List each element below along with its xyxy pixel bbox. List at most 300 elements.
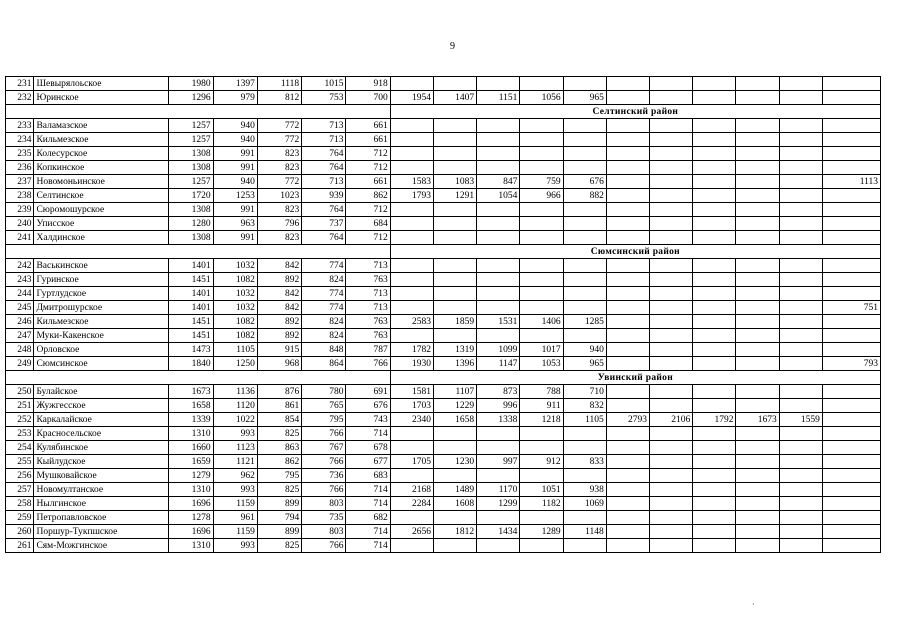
value-cell: 714 [346, 525, 390, 539]
value-cell: 1118 [257, 77, 301, 91]
value-cell: 1812 [433, 525, 476, 539]
value-cell [520, 231, 563, 245]
table-row [6, 385, 881, 399]
value-cell [693, 273, 736, 287]
value-cell [563, 231, 606, 245]
value-cell [693, 189, 736, 203]
value-cell: 774 [302, 259, 346, 273]
value-cell: 1407 [433, 91, 476, 105]
value-cell [822, 287, 880, 301]
value-cell [606, 77, 649, 91]
value-cell [606, 385, 649, 399]
value-cell [736, 441, 779, 455]
settlement-name-cell: Сюмсинское [34, 357, 169, 371]
value-cell [779, 203, 822, 217]
value-cell [736, 399, 779, 413]
value-cell: 1148 [563, 525, 606, 539]
value-cell [390, 539, 433, 553]
value-cell: 764 [302, 161, 346, 175]
value-cell: 1082 [213, 315, 257, 329]
value-cell: 966 [520, 189, 563, 203]
value-cell [390, 161, 433, 175]
value-cell [650, 357, 693, 371]
row-number-cell: 259 [6, 511, 34, 525]
value-cell: 1170 [477, 483, 520, 497]
row-number-cell: 253 [6, 427, 34, 441]
value-cell [779, 301, 822, 315]
value-cell [563, 301, 606, 315]
value-cell: 1720 [169, 189, 213, 203]
value-cell [606, 343, 649, 357]
value-cell [822, 217, 880, 231]
row-number-cell: 249 [6, 357, 34, 371]
value-cell: 712 [346, 161, 390, 175]
value-cell: 1308 [169, 147, 213, 161]
value-cell: 963 [213, 217, 257, 231]
value-cell [563, 273, 606, 287]
value-cell: 1793 [390, 189, 433, 203]
value-cell: 774 [302, 287, 346, 301]
settlement-name-cell: Гуртлудское [34, 287, 169, 301]
value-cell [520, 329, 563, 343]
value-cell [693, 147, 736, 161]
value-cell [606, 133, 649, 147]
value-cell: 825 [257, 539, 301, 553]
settlement-name-cell: Каркалайское [34, 413, 169, 427]
value-cell: 892 [257, 273, 301, 287]
value-cell [779, 119, 822, 133]
table-row [6, 497, 881, 511]
settlement-name-cell: Поршур-Тукпшское [34, 525, 169, 539]
value-cell: 1121 [213, 455, 257, 469]
value-cell: 774 [302, 301, 346, 315]
value-cell: 1280 [169, 217, 213, 231]
value-cell [390, 329, 433, 343]
value-cell: 824 [302, 329, 346, 343]
value-cell: 911 [520, 399, 563, 413]
table-row [6, 119, 881, 133]
value-cell: 1023 [257, 189, 301, 203]
value-cell [736, 273, 779, 287]
value-cell: 1319 [433, 343, 476, 357]
district-spacer-cell [6, 245, 391, 259]
table-row [6, 217, 881, 231]
value-cell: 842 [257, 301, 301, 315]
value-cell [520, 119, 563, 133]
value-cell [822, 385, 880, 399]
value-cell [433, 203, 476, 217]
settlement-name-cell: Халдинское [34, 231, 169, 245]
value-cell: 772 [257, 119, 301, 133]
value-cell: 700 [346, 91, 390, 105]
value-cell: 713 [346, 287, 390, 301]
value-cell: 892 [257, 315, 301, 329]
value-cell [606, 315, 649, 329]
value-cell [650, 511, 693, 525]
value-cell [390, 119, 433, 133]
value-cell: 794 [257, 511, 301, 525]
value-cell [606, 441, 649, 455]
value-cell [477, 511, 520, 525]
value-cell [693, 259, 736, 273]
row-number-cell: 239 [6, 203, 34, 217]
value-cell: 713 [302, 133, 346, 147]
value-cell [693, 217, 736, 231]
value-cell [822, 497, 880, 511]
value-cell [650, 441, 693, 455]
value-cell [606, 525, 649, 539]
value-cell [650, 343, 693, 357]
row-number-cell: 252 [6, 413, 34, 427]
value-cell [390, 217, 433, 231]
value-cell [736, 91, 779, 105]
settlement-name-cell: Жужгесское [34, 399, 169, 413]
value-cell [477, 133, 520, 147]
settlement-name-cell: Мушковайское [34, 469, 169, 483]
value-cell: 1451 [169, 329, 213, 343]
value-cell [736, 175, 779, 189]
value-cell: 1136 [213, 385, 257, 399]
value-cell: 1105 [213, 343, 257, 357]
value-cell [693, 497, 736, 511]
value-cell [563, 133, 606, 147]
row-number-cell: 235 [6, 147, 34, 161]
value-cell: 661 [346, 175, 390, 189]
value-cell [650, 315, 693, 329]
value-cell: 1954 [390, 91, 433, 105]
value-cell [650, 133, 693, 147]
value-cell: 1159 [213, 497, 257, 511]
value-cell: 1120 [213, 399, 257, 413]
value-cell [563, 147, 606, 161]
value-cell: 1696 [169, 497, 213, 511]
table-row [6, 189, 881, 203]
value-cell [650, 469, 693, 483]
value-cell: 2284 [390, 497, 433, 511]
value-cell [390, 259, 433, 273]
value-cell [693, 329, 736, 343]
settlement-name-cell: Орловское [34, 343, 169, 357]
value-cell [822, 455, 880, 469]
value-cell [822, 469, 880, 483]
settlement-name-cell: Нылгинское [34, 497, 169, 511]
value-cell: 763 [346, 315, 390, 329]
table-row [6, 273, 881, 287]
value-cell: 714 [346, 427, 390, 441]
value-cell: 766 [346, 357, 390, 371]
value-cell: 751 [822, 301, 880, 315]
value-cell: 1310 [169, 427, 213, 441]
value-cell [822, 427, 880, 441]
value-cell [433, 133, 476, 147]
value-cell: 737 [302, 217, 346, 231]
value-cell [433, 511, 476, 525]
settlement-name-cell: Красносельское [34, 427, 169, 441]
district-spacer-cell [6, 371, 391, 385]
value-cell: 1310 [169, 539, 213, 553]
value-cell: 1032 [213, 287, 257, 301]
row-number-cell: 260 [6, 525, 34, 539]
row-number-cell: 247 [6, 329, 34, 343]
value-cell: 1107 [433, 385, 476, 399]
value-cell [433, 287, 476, 301]
value-cell [779, 217, 822, 231]
value-cell [650, 161, 693, 175]
value-cell: 1069 [563, 497, 606, 511]
value-cell: 1032 [213, 301, 257, 315]
value-cell: 764 [302, 231, 346, 245]
value-cell: 1218 [520, 413, 563, 427]
value-cell: 862 [257, 455, 301, 469]
value-cell [779, 287, 822, 301]
value-cell [779, 231, 822, 245]
value-cell [779, 133, 822, 147]
value-cell: 795 [302, 413, 346, 427]
value-cell: 1291 [433, 189, 476, 203]
settlement-name-cell: Копкинское [34, 161, 169, 175]
value-cell: 1406 [520, 315, 563, 329]
value-cell [606, 147, 649, 161]
value-cell [606, 91, 649, 105]
value-cell [650, 189, 693, 203]
value-cell: 677 [346, 455, 390, 469]
value-cell [693, 301, 736, 315]
value-cell [693, 483, 736, 497]
value-cell: 1703 [390, 399, 433, 413]
value-cell [477, 329, 520, 343]
tariff-table [5, 76, 881, 553]
value-cell [390, 301, 433, 315]
value-cell [693, 525, 736, 539]
value-cell [779, 357, 822, 371]
value-cell: 735 [302, 511, 346, 525]
value-cell: 854 [257, 413, 301, 427]
value-cell [736, 133, 779, 147]
value-cell [822, 91, 880, 105]
value-cell: 753 [302, 91, 346, 105]
value-cell [779, 399, 822, 413]
value-cell: 823 [257, 147, 301, 161]
value-cell [693, 539, 736, 553]
value-cell [736, 497, 779, 511]
value-cell: 812 [257, 91, 301, 105]
row-number-cell: 245 [6, 301, 34, 315]
value-cell [650, 455, 693, 469]
value-cell: 899 [257, 497, 301, 511]
value-cell: 1083 [433, 175, 476, 189]
value-cell: 713 [302, 119, 346, 133]
value-cell [563, 511, 606, 525]
value-cell [433, 301, 476, 315]
value-cell: 993 [213, 483, 257, 497]
value-cell [779, 539, 822, 553]
value-cell: 712 [346, 203, 390, 217]
value-cell: 710 [563, 385, 606, 399]
value-cell: 736 [302, 469, 346, 483]
value-cell [390, 147, 433, 161]
value-cell: 1308 [169, 231, 213, 245]
value-cell [736, 119, 779, 133]
district-header-row [6, 105, 881, 119]
table-row [6, 287, 881, 301]
value-cell [736, 147, 779, 161]
value-cell [390, 203, 433, 217]
value-cell: 991 [213, 231, 257, 245]
value-cell: 823 [257, 231, 301, 245]
value-cell [736, 427, 779, 441]
value-cell [433, 329, 476, 343]
value-cell: 965 [563, 357, 606, 371]
value-cell: 1123 [213, 441, 257, 455]
value-cell [736, 385, 779, 399]
value-cell [736, 217, 779, 231]
value-cell [520, 539, 563, 553]
district-title: Селтинский район [390, 105, 880, 119]
value-cell [390, 441, 433, 455]
value-cell [563, 329, 606, 343]
value-cell [736, 189, 779, 203]
table-row [6, 469, 881, 483]
value-cell: 1230 [433, 455, 476, 469]
value-cell [822, 119, 880, 133]
value-cell: 2340 [390, 413, 433, 427]
value-cell [650, 175, 693, 189]
value-cell: 795 [257, 469, 301, 483]
value-cell: 847 [477, 175, 520, 189]
value-cell [520, 301, 563, 315]
value-cell: 991 [213, 147, 257, 161]
settlement-name-cell: Булайское [34, 385, 169, 399]
value-cell [779, 147, 822, 161]
value-cell [693, 287, 736, 301]
value-cell [520, 469, 563, 483]
value-cell: 961 [213, 511, 257, 525]
value-cell: 1054 [477, 189, 520, 203]
value-cell: 1056 [520, 91, 563, 105]
value-cell [520, 217, 563, 231]
table-row [6, 399, 881, 413]
value-cell: 661 [346, 133, 390, 147]
value-cell: 1015 [302, 77, 346, 91]
value-cell [606, 273, 649, 287]
value-cell: 1017 [520, 343, 563, 357]
value-cell [779, 525, 822, 539]
value-cell [650, 399, 693, 413]
value-cell [779, 175, 822, 189]
table-row [6, 91, 881, 105]
value-cell: 1296 [169, 91, 213, 105]
district-title: Сюмсинский район [390, 245, 880, 259]
value-cell: 766 [302, 539, 346, 553]
value-cell [563, 469, 606, 483]
settlement-name-cell: Васькинское [34, 259, 169, 273]
value-cell [693, 455, 736, 469]
value-cell: 1308 [169, 161, 213, 175]
value-cell: 1980 [169, 77, 213, 91]
value-cell: 1147 [477, 357, 520, 371]
value-cell: 2656 [390, 525, 433, 539]
value-cell [693, 203, 736, 217]
value-cell [736, 357, 779, 371]
value-cell [693, 77, 736, 91]
value-cell [736, 203, 779, 217]
value-cell: 743 [346, 413, 390, 427]
value-cell [822, 147, 880, 161]
value-cell [520, 147, 563, 161]
value-cell [736, 161, 779, 175]
value-cell [779, 91, 822, 105]
value-cell [563, 259, 606, 273]
value-cell [606, 455, 649, 469]
value-cell [822, 203, 880, 217]
value-cell [390, 427, 433, 441]
value-cell: 713 [346, 301, 390, 315]
value-cell: 2168 [390, 483, 433, 497]
value-cell: 772 [257, 133, 301, 147]
page-number: 9 [450, 41, 455, 52]
value-cell [822, 231, 880, 245]
table-row [6, 203, 881, 217]
value-cell: 1660 [169, 441, 213, 455]
value-cell [736, 539, 779, 553]
value-cell [606, 259, 649, 273]
value-cell: 676 [346, 399, 390, 413]
value-cell [779, 343, 822, 357]
row-number-cell: 243 [6, 273, 34, 287]
value-cell [650, 119, 693, 133]
value-cell [477, 231, 520, 245]
value-cell [822, 483, 880, 497]
value-cell: 1451 [169, 315, 213, 329]
value-cell [606, 175, 649, 189]
value-cell [520, 511, 563, 525]
value-cell [650, 287, 693, 301]
value-cell [390, 511, 433, 525]
value-cell [822, 343, 880, 357]
value-cell [477, 119, 520, 133]
value-cell: 764 [302, 147, 346, 161]
value-cell: 1396 [433, 357, 476, 371]
value-cell [520, 427, 563, 441]
row-number-cell: 244 [6, 287, 34, 301]
settlement-name-cell: Сюромошурское [34, 203, 169, 217]
value-cell: 940 [213, 133, 257, 147]
value-cell [520, 287, 563, 301]
value-cell: 979 [213, 91, 257, 105]
value-cell [563, 161, 606, 175]
value-cell [779, 455, 822, 469]
value-cell: 833 [563, 455, 606, 469]
value-cell [779, 259, 822, 273]
value-cell [563, 539, 606, 553]
table-row [6, 259, 881, 273]
value-cell: 796 [257, 217, 301, 231]
value-cell: 1434 [477, 525, 520, 539]
value-cell [606, 217, 649, 231]
value-cell [650, 203, 693, 217]
value-cell [650, 217, 693, 231]
value-cell [650, 483, 693, 497]
value-cell: 825 [257, 483, 301, 497]
settlement-name-cell: Кильмезское [34, 315, 169, 329]
table-row [6, 161, 881, 175]
value-cell: 712 [346, 231, 390, 245]
value-cell: 1673 [169, 385, 213, 399]
row-number-cell: 258 [6, 497, 34, 511]
table-row [6, 427, 881, 441]
value-cell: 1401 [169, 259, 213, 273]
value-cell: 803 [302, 497, 346, 511]
